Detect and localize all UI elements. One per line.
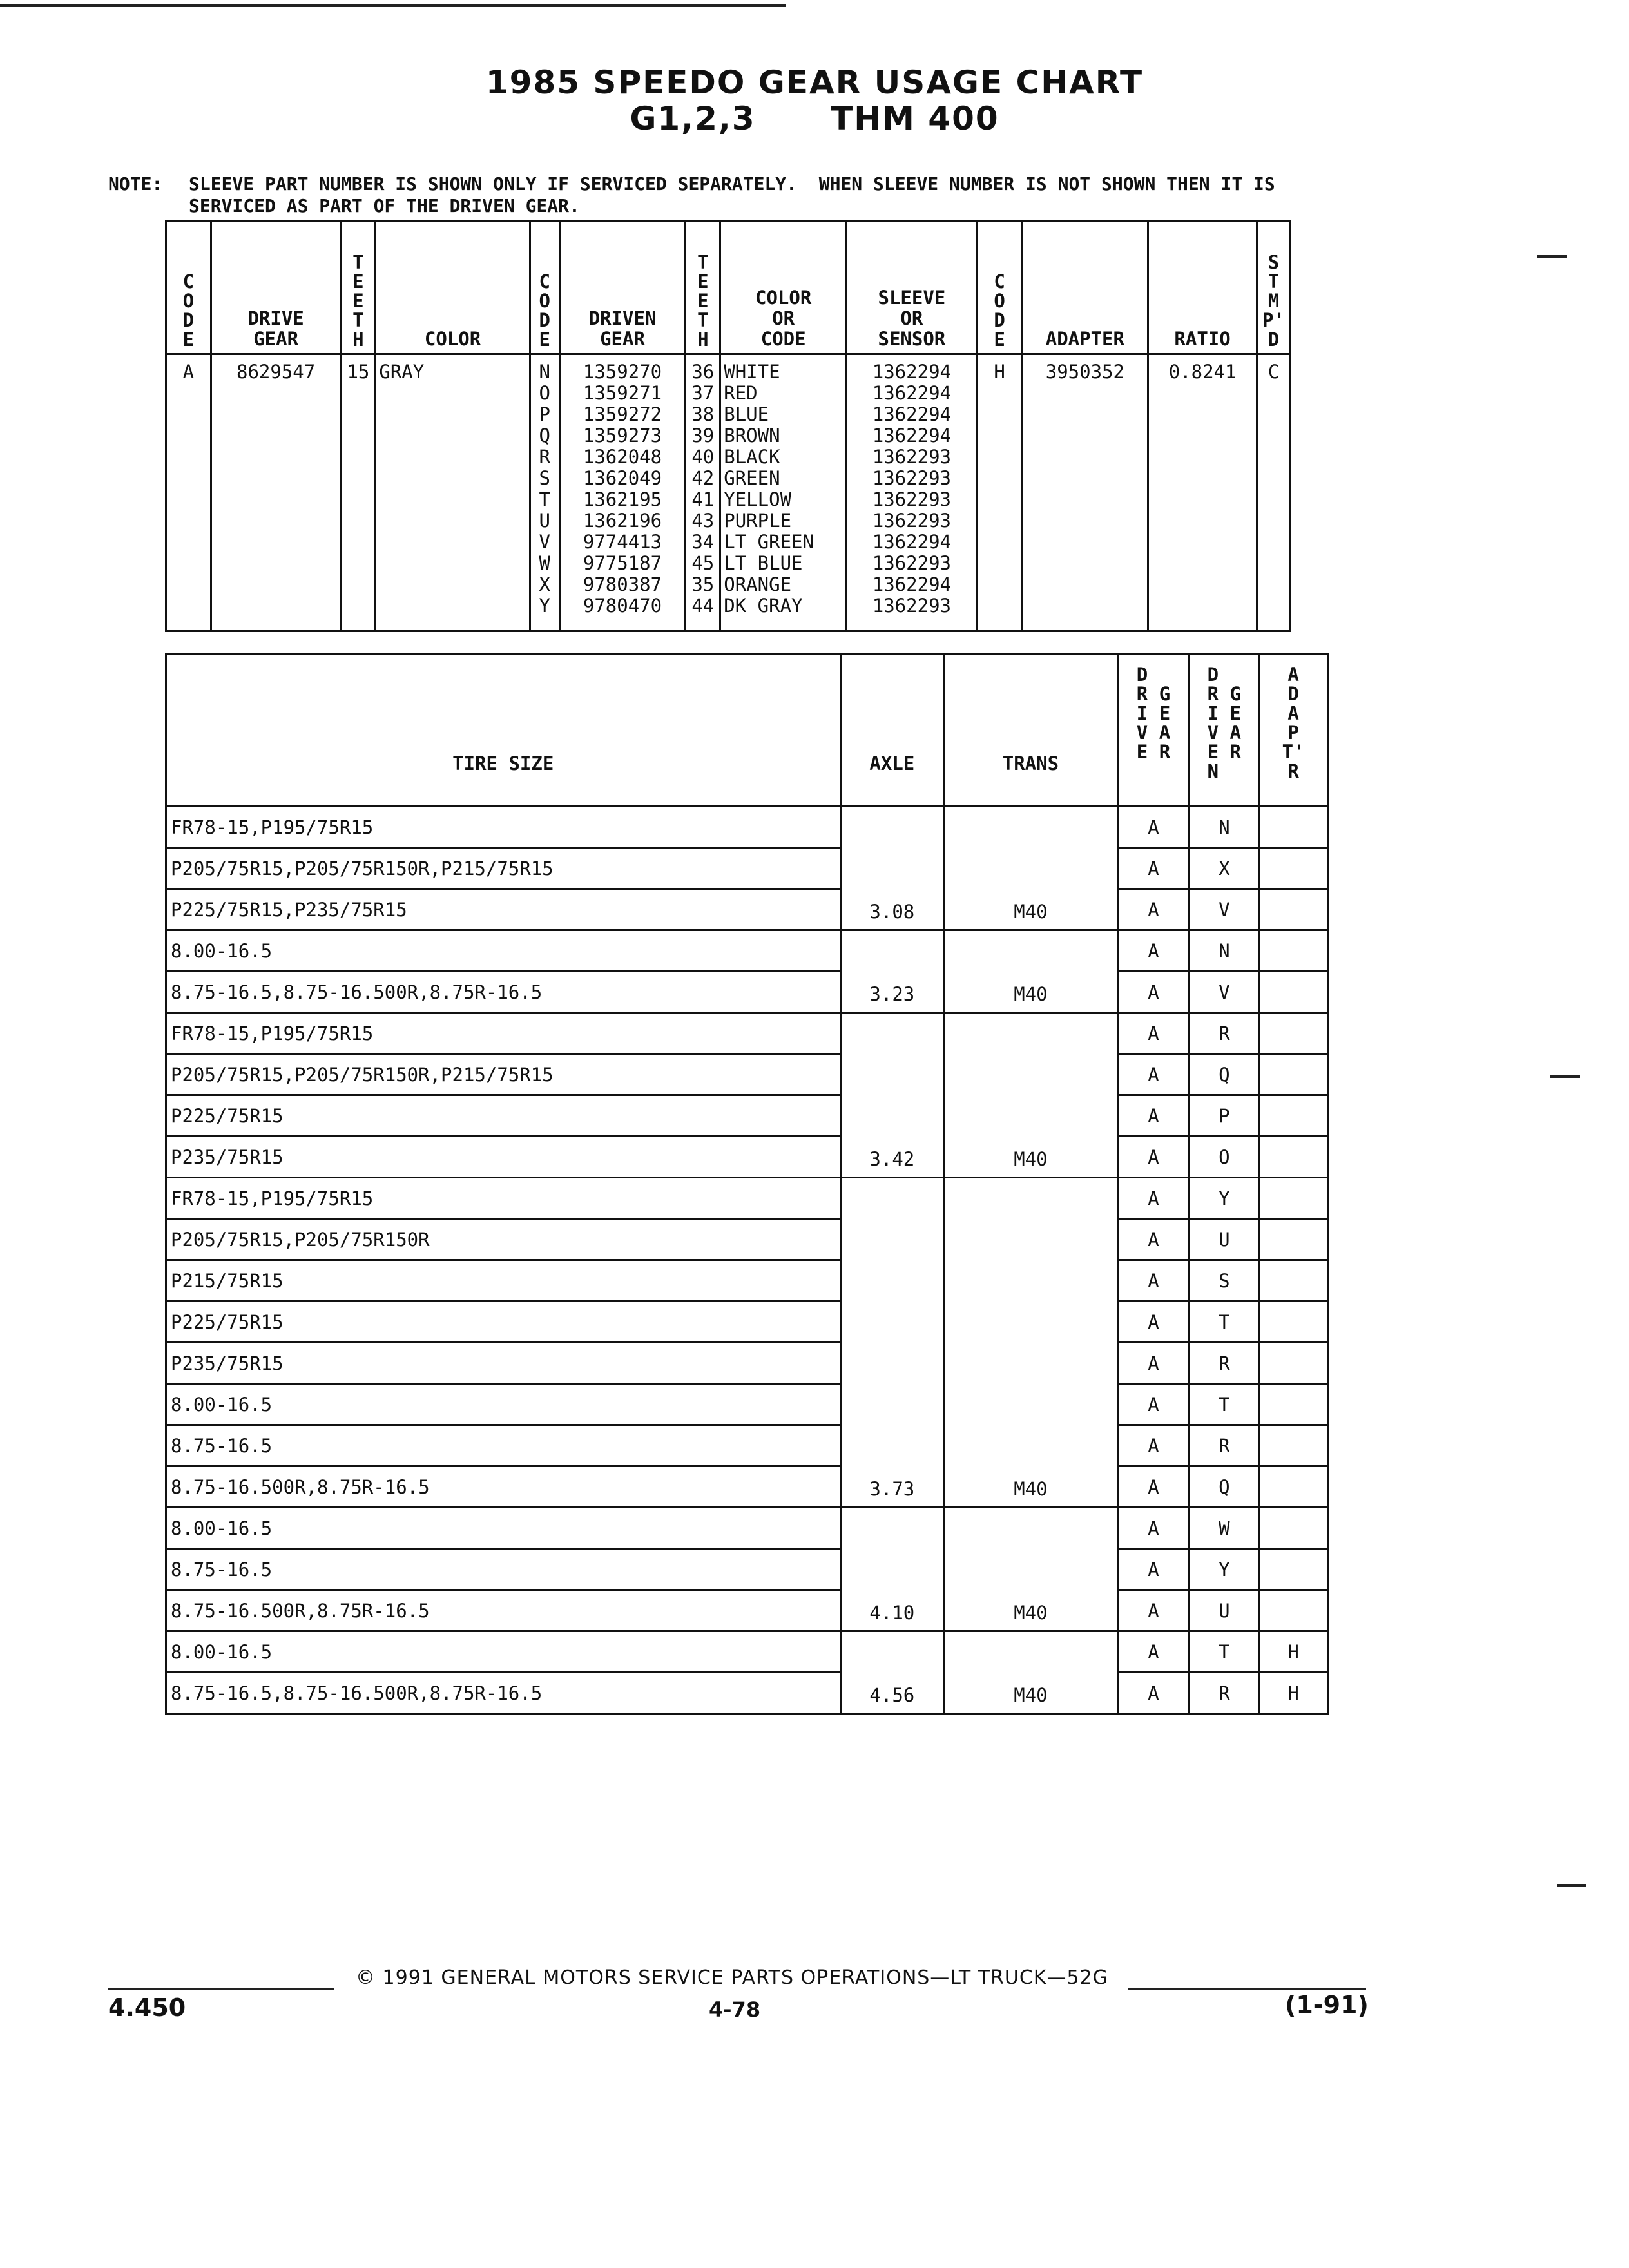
- usage-row: [166, 1631, 1328, 1673]
- usage-row: [166, 1137, 1328, 1178]
- usage-row: [166, 930, 1328, 972]
- note-label: NOTE:: [108, 173, 163, 195]
- col-teeth: T E E T H: [341, 221, 376, 354]
- trans-cell: M40: [944, 930, 1117, 1013]
- drive-gear-cell: A: [1117, 807, 1190, 848]
- adapter-cell: [1259, 1219, 1328, 1260]
- adapter-code: H: [977, 354, 1022, 631]
- drive-gear-cell: A: [1117, 1013, 1190, 1054]
- tire-size-cell: FR78-15,P195/75R15: [166, 807, 841, 848]
- tire-size-cell: P215/75R15: [166, 1260, 841, 1302]
- drive-gear-cell: A: [1117, 1590, 1190, 1631]
- driven-gear-cell: X: [1190, 848, 1259, 889]
- driven-gears: 1359270 1359271 1359272 1359273 1362048 1362049 1362195 1362196 9774413 9775187 9780387 9780470: [559, 354, 686, 631]
- col-code-3: C O D E: [977, 221, 1022, 354]
- trans-cell: M40: [944, 1178, 1117, 1508]
- tire-size-cell: 8.75-16.5: [166, 1549, 841, 1590]
- driven-gear-cell: U: [1190, 1219, 1259, 1260]
- tire-size-cell: 8.00-16.5: [166, 1631, 841, 1673]
- drive-gear-cell: A: [1117, 1343, 1190, 1384]
- drive-teeth: 15: [341, 354, 376, 631]
- drive-gear-cell: A: [1117, 1137, 1190, 1178]
- drive-gear-cell: A: [1117, 889, 1190, 930]
- footer-rule-left: [108, 1988, 334, 1990]
- adapter-cell: [1259, 807, 1328, 848]
- gear-table-header: [166, 221, 1291, 354]
- driven-gear-cell: Q: [1190, 1466, 1259, 1508]
- drive-gear-cell: A: [1117, 1425, 1190, 1466]
- adapter-cell: [1259, 1260, 1328, 1302]
- usage-row: [166, 807, 1328, 848]
- col-ratio: RATIO: [1148, 221, 1257, 354]
- col-code-2: C O D E: [530, 221, 559, 354]
- axle-cell: 3.08: [840, 807, 944, 930]
- note-line-2: SERVICED AS PART OF THE DRIVEN GEAR.: [189, 195, 580, 216]
- drive-gear-cell: A: [1117, 1260, 1190, 1302]
- tire-size-cell: P235/75R15: [166, 1343, 841, 1384]
- driven-gear-cell: Y: [1190, 1178, 1259, 1219]
- adapter-cell: H: [1259, 1673, 1328, 1714]
- col-teeth-2: T E E T H: [686, 221, 720, 354]
- margin-mark: [1550, 1075, 1580, 1078]
- adapter-cell: [1259, 1590, 1328, 1631]
- tire-size-cell: FR78-15,P195/75R15: [166, 1178, 841, 1219]
- adapter-cell: [1259, 930, 1328, 972]
- col-drive-gear-code: D R G I E V A E R: [1117, 654, 1190, 807]
- adapter-cell: [1259, 972, 1328, 1013]
- usage-table: [165, 653, 1329, 1715]
- adapter-cell: [1259, 1343, 1328, 1384]
- usage-row: [166, 1260, 1328, 1302]
- top-rule: [0, 4, 786, 7]
- driven-gear-cell: T: [1190, 1384, 1259, 1425]
- usage-row: [166, 1508, 1328, 1549]
- margin-mark: [1537, 255, 1567, 258]
- usage-row: [166, 1466, 1328, 1508]
- adapter-cell: [1259, 1013, 1328, 1054]
- driven-gear-cell: V: [1190, 889, 1259, 930]
- drive-gear-cell: A: [1117, 1384, 1190, 1425]
- tire-size-cell: P225/75R15: [166, 1095, 841, 1137]
- tire-size-cell: 8.75-16.5,8.75-16.500R,8.75R-16.5: [166, 972, 841, 1013]
- driven-gear-cell: V: [1190, 972, 1259, 1013]
- sleeves: 1362294 1362294 1362294 1362294 1362293 1362293 1362293 1362293 1362294 1362293 1362294 1362293: [847, 354, 978, 631]
- col-color-code: COLOR OR CODE: [720, 221, 847, 354]
- tire-size-cell: 8.00-16.5: [166, 1508, 841, 1549]
- adapter-cell: [1259, 1302, 1328, 1343]
- col-trans: TRANS: [944, 654, 1117, 807]
- axle-cell: 3.73: [840, 1178, 944, 1508]
- adapter-cell: [1259, 1466, 1328, 1508]
- driven-gear-cell: W: [1190, 1508, 1259, 1549]
- tire-size-cell: 8.75-16.500R,8.75R-16.5: [166, 1466, 841, 1508]
- usage-row: [166, 1178, 1328, 1219]
- trans-cell: M40: [944, 1508, 1117, 1631]
- usage-table-header: [166, 654, 1328, 807]
- adapter-cell: [1259, 889, 1328, 930]
- col-adapter-code: A D A P T' R: [1259, 654, 1328, 807]
- driven-gear-cell: R: [1190, 1425, 1259, 1466]
- stmpd-value: C: [1257, 354, 1290, 631]
- usage-table-body: [166, 807, 1328, 1714]
- col-stmpd: S T M P' D: [1257, 221, 1290, 354]
- axle-cell: 4.10: [840, 1508, 944, 1631]
- ratio-value: 0.8241: [1148, 354, 1257, 631]
- revision-date: (1-91): [1285, 1991, 1369, 2019]
- adapter-cell: [1259, 1137, 1328, 1178]
- drive-gear-cell: A: [1117, 1219, 1190, 1260]
- driven-codes: N O P Q R S T U V W X Y: [530, 354, 559, 631]
- usage-row: [166, 972, 1328, 1013]
- tire-size-cell: P235/75R15: [166, 1137, 841, 1178]
- col-tire-size: TIRE SIZE: [166, 654, 841, 807]
- drive-gear-cell: A: [1117, 1466, 1190, 1508]
- driven-gear-cell: N: [1190, 807, 1259, 848]
- col-driven-gear-code: D R G I E V A E R N: [1190, 654, 1259, 807]
- page-subtitle: [0, 101, 1629, 137]
- page-number: 4-78: [709, 1997, 761, 2022]
- usage-row: [166, 1302, 1328, 1343]
- col-drive-gear: DRIVE GEAR: [211, 221, 341, 354]
- col-driven-gear: DRIVEN GEAR: [559, 221, 686, 354]
- driven-gear-cell: R: [1190, 1673, 1259, 1714]
- axle-cell: 4.56: [840, 1631, 944, 1714]
- adapter-cell: [1259, 1425, 1328, 1466]
- footer-rule-right: [1128, 1988, 1366, 1990]
- adapter-cell: [1259, 848, 1328, 889]
- note-line-1: SLEEVE PART NUMBER IS SHOWN ONLY IF SERVICED SEPARATELY. WHEN SLEEVE NUMBER IS NOT SHOWN THEN IT IS: [189, 173, 1275, 195]
- col-sleeve: SLEEVE OR SENSOR: [847, 221, 978, 354]
- copyright: © 1991 GENERAL MOTORS SERVICE PARTS OPERATIONS—LT TRUCK—52G: [356, 1966, 1108, 1989]
- gear-table-body: [166, 354, 1291, 631]
- usage-row: [166, 1673, 1328, 1714]
- usage-row: [166, 1013, 1328, 1054]
- drive-gear-cell: A: [1117, 930, 1190, 972]
- driven-gear-cell: T: [1190, 1302, 1259, 1343]
- usage-row: [166, 1425, 1328, 1466]
- drive-gear-cell: A: [1117, 1054, 1190, 1095]
- driven-gear-cell: Y: [1190, 1549, 1259, 1590]
- axle-cell: 3.42: [840, 1013, 944, 1178]
- adapter-cell: H: [1259, 1631, 1328, 1673]
- driven-gear-cell: R: [1190, 1343, 1259, 1384]
- drive-gear-cell: A: [1117, 972, 1190, 1013]
- driven-gear-cell: R: [1190, 1013, 1259, 1054]
- tire-size-cell: P225/75R15: [166, 1302, 841, 1343]
- drive-gear-cell: A: [1117, 1095, 1190, 1137]
- trans-cell: M40: [944, 1631, 1117, 1714]
- section-number: 4.450: [108, 1994, 186, 2022]
- tire-size-cell: FR78-15,P195/75R15: [166, 1013, 841, 1054]
- trans-cell: M40: [944, 1013, 1117, 1178]
- adapter-cell: [1259, 1178, 1328, 1219]
- drive-gear-cell: A: [1117, 1302, 1190, 1343]
- drive-gear-cell: A: [1117, 1508, 1190, 1549]
- drive-gear: 8629547: [211, 354, 341, 631]
- driven-gear-cell: Q: [1190, 1054, 1259, 1095]
- tire-size-cell: 8.75-16.500R,8.75R-16.5: [166, 1590, 841, 1631]
- gear-table: [165, 220, 1291, 632]
- col-axle: AXLE: [840, 654, 944, 807]
- driven-gear-cell: U: [1190, 1590, 1259, 1631]
- usage-row: [166, 848, 1328, 889]
- tire-size-cell: 8.75-16.5: [166, 1425, 841, 1466]
- drive-color: GRAY: [376, 354, 530, 631]
- driven-gear-cell: T: [1190, 1631, 1259, 1673]
- adapter-cell: [1259, 1095, 1328, 1137]
- drive-code: A: [166, 354, 211, 631]
- transmission: THM 400: [831, 100, 999, 137]
- driven-gear-cell: S: [1190, 1260, 1259, 1302]
- col-adapter: ADAPTER: [1022, 221, 1148, 354]
- tire-size-cell: 8.00-16.5: [166, 930, 841, 972]
- drive-gear-cell: A: [1117, 1673, 1190, 1714]
- drive-gear-cell: A: [1117, 848, 1190, 889]
- tire-size-cell: 8.75-16.5,8.75-16.500R,8.75R-16.5: [166, 1673, 841, 1714]
- adapter-cell: [1259, 1054, 1328, 1095]
- usage-row: [166, 1095, 1328, 1137]
- driven-teeth: 36 37 38 39 40 42 41 43 34 45 35 44: [686, 354, 720, 631]
- page-title: 1985 SPEEDO GEAR USAGE CHART: [485, 64, 1144, 101]
- driven-gear-cell: O: [1190, 1137, 1259, 1178]
- usage-row: [166, 1384, 1328, 1425]
- col-color: COLOR: [376, 221, 530, 354]
- usage-row: [166, 889, 1328, 930]
- adapter-number: 3950352: [1022, 354, 1148, 631]
- usage-row: [166, 1590, 1328, 1631]
- tire-size-cell: P205/75R15,P205/75R150R,P215/75R15: [166, 848, 841, 889]
- adapter-cell: [1259, 1549, 1328, 1590]
- usage-row: [166, 1549, 1328, 1590]
- usage-row: [166, 1054, 1328, 1095]
- usage-row: [166, 1343, 1328, 1384]
- drive-gear-cell: A: [1117, 1178, 1190, 1219]
- axle-cell: 3.23: [840, 930, 944, 1013]
- margin-mark: [1557, 1884, 1586, 1887]
- drive-gear-cell: A: [1117, 1549, 1190, 1590]
- driven-gear-cell: N: [1190, 930, 1259, 972]
- tire-size-cell: P205/75R15,P205/75R150R,P215/75R15: [166, 1054, 841, 1095]
- model-series: G1,2,3: [630, 100, 756, 137]
- tire-size-cell: P225/75R15,P235/75R15: [166, 889, 841, 930]
- usage-row: [166, 1219, 1328, 1260]
- tire-size-cell: P205/75R15,P205/75R150R: [166, 1219, 841, 1260]
- drive-gear-cell: A: [1117, 1631, 1190, 1673]
- col-code: C O D E: [166, 221, 211, 354]
- adapter-cell: [1259, 1508, 1328, 1549]
- trans-cell: M40: [944, 807, 1117, 930]
- adapter-cell: [1259, 1384, 1328, 1425]
- tire-size-cell: 8.00-16.5: [166, 1384, 841, 1425]
- driven-colors: WHITE RED BLUE BROWN BLACK GREEN YELLOW PURPLE LT GREEN LT BLUE ORANGE DK GRAY: [720, 354, 847, 631]
- driven-gear-cell: P: [1190, 1095, 1259, 1137]
